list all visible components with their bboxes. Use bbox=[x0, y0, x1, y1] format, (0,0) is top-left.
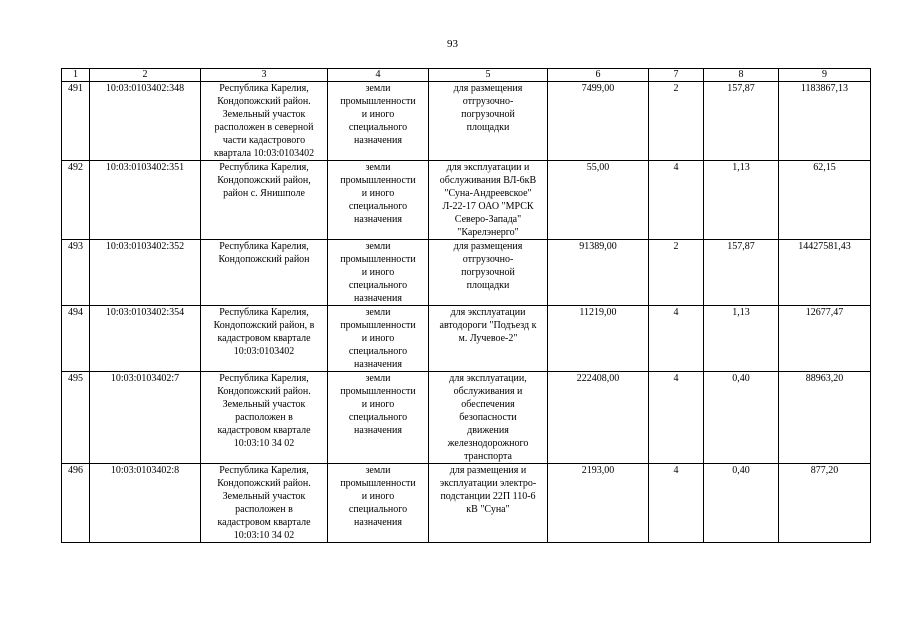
col7-cell: 4 bbox=[649, 306, 704, 372]
area-cell: 11219,00 bbox=[548, 306, 649, 372]
header-cell: 7 bbox=[649, 69, 704, 82]
location-cell-line: 10:03:10 34 02 bbox=[233, 530, 295, 541]
permitted-use-cell-line: для размещения bbox=[453, 241, 523, 252]
location-cell-line: кадастровом квартале bbox=[217, 333, 311, 344]
land-category-cell-line: и иного bbox=[361, 333, 395, 344]
location-cell bbox=[201, 82, 328, 161]
col9-cell: 877,20 bbox=[779, 464, 871, 543]
permitted-use-cell-line: эксплуатации электро- bbox=[439, 478, 537, 489]
row-number-cell: 495 bbox=[62, 372, 90, 464]
col7-cell: 2 bbox=[649, 82, 704, 161]
row-number-cell: 493 bbox=[62, 240, 90, 306]
cadastral-number-cell: 10:03:0103402:352 bbox=[90, 240, 201, 306]
row-number-cell: 491 bbox=[62, 82, 90, 161]
land-category-cell bbox=[328, 240, 429, 306]
row-number-cell: 494 bbox=[62, 306, 90, 372]
land-category-cell-line: промышленности bbox=[340, 254, 416, 265]
permitted-use-cell-line: "Суна-Андреевское" bbox=[444, 188, 532, 199]
col8-cell: 0,40 bbox=[704, 372, 779, 464]
area-cell: 55,00 bbox=[548, 161, 649, 240]
permitted-use-cell-line: кВ "Суна" bbox=[466, 504, 510, 515]
permitted-use-cell-line: площадки bbox=[466, 280, 510, 291]
table-row bbox=[62, 161, 871, 240]
land-category-cell-line: промышленности bbox=[340, 96, 416, 107]
location-cell bbox=[201, 372, 328, 464]
table-header-row bbox=[62, 69, 871, 82]
land-category-cell-line: специального bbox=[348, 504, 408, 515]
permitted-use-cell-line: транспорта bbox=[464, 451, 512, 462]
land-category-cell-line: специального bbox=[348, 122, 408, 133]
permitted-use-cell bbox=[429, 82, 548, 161]
land-category-cell-line: назначения bbox=[354, 359, 402, 370]
permitted-use-cell-line: железнодорожного bbox=[447, 438, 529, 449]
col9-cell: 12677,47 bbox=[779, 306, 871, 372]
col7-cell: 4 bbox=[649, 372, 704, 464]
permitted-use-cell bbox=[429, 464, 548, 543]
land-category-cell-line: земли bbox=[365, 465, 391, 476]
permitted-use-cell-line: отгрузочно- bbox=[462, 96, 514, 107]
land-category-cell-line: земли bbox=[365, 83, 391, 94]
land-category-cell-line: и иного bbox=[361, 109, 395, 120]
location-cell-line: Кондопожский район, в bbox=[213, 320, 315, 331]
cadastral-number-cell: 10:03:0103402:351 bbox=[90, 161, 201, 240]
permitted-use-cell-line: для размещения и bbox=[449, 465, 527, 476]
header-cell: 5 bbox=[429, 69, 548, 82]
permitted-use-cell-line: "Карелэнерго" bbox=[457, 227, 519, 238]
land-category-cell-line: назначения bbox=[354, 293, 402, 304]
location-cell-line: части кадастрового bbox=[222, 135, 306, 146]
permitted-use-cell-line: для эксплуатации, bbox=[449, 373, 527, 384]
permitted-use-cell-line: м. Лучевое-2" bbox=[458, 333, 518, 344]
land-category-cell bbox=[328, 464, 429, 543]
land-category-cell-line: специального bbox=[348, 280, 408, 291]
location-cell-line: Республика Карелия, bbox=[219, 83, 309, 94]
location-cell-line: Кондопожский район. bbox=[217, 386, 311, 397]
col7-cell: 4 bbox=[649, 161, 704, 240]
header-cell: 9 bbox=[779, 69, 871, 82]
col9-cell: 14427581,43 bbox=[779, 240, 871, 306]
header-cell: 4 bbox=[328, 69, 429, 82]
permitted-use-cell-line: Л-22-17 ОАО "МРСК bbox=[442, 201, 534, 212]
land-category-cell-line: специального bbox=[348, 346, 408, 357]
location-cell-line: Республика Карелия, bbox=[219, 307, 309, 318]
location-cell-line: 10:03:0103402 bbox=[233, 346, 295, 357]
land-category-cell bbox=[328, 372, 429, 464]
permitted-use-cell-line: подстанции 22П 110-6 bbox=[440, 491, 536, 502]
location-cell bbox=[201, 161, 328, 240]
land-category-cell bbox=[328, 306, 429, 372]
permitted-use-cell-line: автодороги "Подъезд к bbox=[439, 320, 537, 331]
land-category-cell-line: и иного bbox=[361, 267, 395, 278]
location-cell-line: расположен в северной bbox=[214, 122, 314, 133]
cadastral-number-cell: 10:03:0103402:348 bbox=[90, 82, 201, 161]
header-cell: 3 bbox=[201, 69, 328, 82]
permitted-use-cell bbox=[429, 240, 548, 306]
land-category-cell-line: назначения bbox=[354, 517, 402, 528]
permitted-use-cell-line: отгрузочно- bbox=[462, 254, 514, 265]
location-cell-line: район с. Янишполе bbox=[223, 188, 305, 199]
location-cell-line: Земельный участок bbox=[222, 491, 306, 502]
location-cell-line: кадастровом квартале bbox=[217, 517, 311, 528]
col7-cell: 2 bbox=[649, 240, 704, 306]
location-cell bbox=[201, 306, 328, 372]
location-cell-line: 10:03:10 34 02 bbox=[233, 438, 295, 449]
col8-cell: 0,40 bbox=[704, 464, 779, 543]
col8-cell: 157,87 bbox=[704, 240, 779, 306]
header-cell: 1 bbox=[62, 69, 90, 82]
header-cell: 2 bbox=[90, 69, 201, 82]
location-cell bbox=[201, 464, 328, 543]
col8-cell: 1,13 bbox=[704, 306, 779, 372]
land-category-cell-line: земли bbox=[365, 373, 391, 384]
table-row bbox=[62, 464, 871, 543]
land-category-cell bbox=[328, 82, 429, 161]
location-cell-line: Земельный участок bbox=[222, 109, 306, 120]
row-number-cell: 492 bbox=[62, 161, 90, 240]
col8-cell: 157,87 bbox=[704, 82, 779, 161]
land-category-cell-line: и иного bbox=[361, 399, 395, 410]
location-cell bbox=[201, 240, 328, 306]
land-category-cell-line: промышленности bbox=[340, 478, 416, 489]
col9-cell: 88963,20 bbox=[779, 372, 871, 464]
location-cell-line: Республика Карелия, bbox=[219, 465, 309, 476]
permitted-use-cell-line: погрузочной bbox=[461, 267, 515, 278]
permitted-use-cell-line: площадки bbox=[466, 122, 510, 133]
land-category-cell-line: земли bbox=[365, 162, 391, 173]
land-category-cell-line: промышленности bbox=[340, 320, 416, 331]
area-cell: 91389,00 bbox=[548, 240, 649, 306]
row-number-cell: 496 bbox=[62, 464, 90, 543]
cadastral-number-cell: 10:03:0103402:7 bbox=[90, 372, 201, 464]
header-cell: 8 bbox=[704, 69, 779, 82]
col7-cell: 4 bbox=[649, 464, 704, 543]
permitted-use-cell-line: погрузочной bbox=[461, 109, 515, 120]
col9-cell: 62,15 bbox=[779, 161, 871, 240]
table-row bbox=[62, 240, 871, 306]
table-row bbox=[62, 82, 871, 161]
land-category-cell-line: промышленности bbox=[340, 175, 416, 186]
land-category-cell-line: назначения bbox=[354, 135, 402, 146]
col9-cell: 1183867,13 bbox=[779, 82, 871, 161]
col8-cell: 1,13 bbox=[704, 161, 779, 240]
location-cell-line: Кондопожский район bbox=[218, 254, 310, 265]
land-category-cell-line: назначения bbox=[354, 214, 402, 225]
permitted-use-cell bbox=[429, 372, 548, 464]
location-cell-line: Кондопожский район. bbox=[217, 478, 311, 489]
land-category-cell-line: промышленности bbox=[340, 386, 416, 397]
area-cell: 222408,00 bbox=[548, 372, 649, 464]
permitted-use-cell-line: обслуживания ВЛ-6кВ bbox=[439, 175, 537, 186]
land-category-cell-line: земли bbox=[365, 241, 391, 252]
table-row bbox=[62, 372, 871, 464]
area-cell: 7499,00 bbox=[548, 82, 649, 161]
permitted-use-cell-line: для эксплуатации bbox=[450, 307, 526, 318]
permitted-use-cell-line: для размещения bbox=[453, 83, 523, 94]
land-category-cell-line: специального bbox=[348, 201, 408, 212]
permitted-use-cell-line: обслуживания и bbox=[453, 386, 523, 397]
cadastral-number-cell: 10:03:0103402:354 bbox=[90, 306, 201, 372]
land-category-cell-line: специального bbox=[348, 412, 408, 423]
permitted-use-cell-line: Северо-Запада" bbox=[454, 214, 522, 225]
table-row bbox=[62, 306, 871, 372]
land-registry-table bbox=[61, 68, 871, 543]
permitted-use-cell-line: обеспечения bbox=[461, 399, 515, 410]
page-number: 93 bbox=[447, 38, 458, 50]
header-cell: 6 bbox=[548, 69, 649, 82]
location-cell-line: расположен в bbox=[235, 504, 293, 515]
land-category-cell-line: земли bbox=[365, 307, 391, 318]
permitted-use-cell-line: для эксплуатации и bbox=[446, 162, 530, 173]
location-cell-line: Республика Карелия, bbox=[219, 373, 309, 384]
location-cell-line: Земельный участок bbox=[222, 399, 306, 410]
permitted-use-cell-line: движения bbox=[467, 425, 509, 436]
land-category-cell-line: и иного bbox=[361, 188, 395, 199]
location-cell-line: Республика Карелия, bbox=[219, 241, 309, 252]
location-cell-line: Кондопожский район, bbox=[217, 175, 311, 186]
land-category-cell-line: назначения bbox=[354, 425, 402, 436]
land-category-cell-line: и иного bbox=[361, 491, 395, 502]
cadastral-number-cell: 10:03:0103402:8 bbox=[90, 464, 201, 543]
permitted-use-cell bbox=[429, 161, 548, 240]
permitted-use-cell bbox=[429, 306, 548, 372]
location-cell-line: кадастровом квартале bbox=[217, 425, 311, 436]
location-cell-line: квартала 10:03:0103402 bbox=[213, 148, 315, 159]
land-category-cell bbox=[328, 161, 429, 240]
location-cell-line: Кондопожский район. bbox=[217, 96, 311, 107]
permitted-use-cell-line: безопасности bbox=[459, 412, 517, 423]
area-cell: 2193,00 bbox=[548, 464, 649, 543]
location-cell-line: Республика Карелия, bbox=[219, 162, 309, 173]
location-cell-line: расположен в bbox=[235, 412, 293, 423]
